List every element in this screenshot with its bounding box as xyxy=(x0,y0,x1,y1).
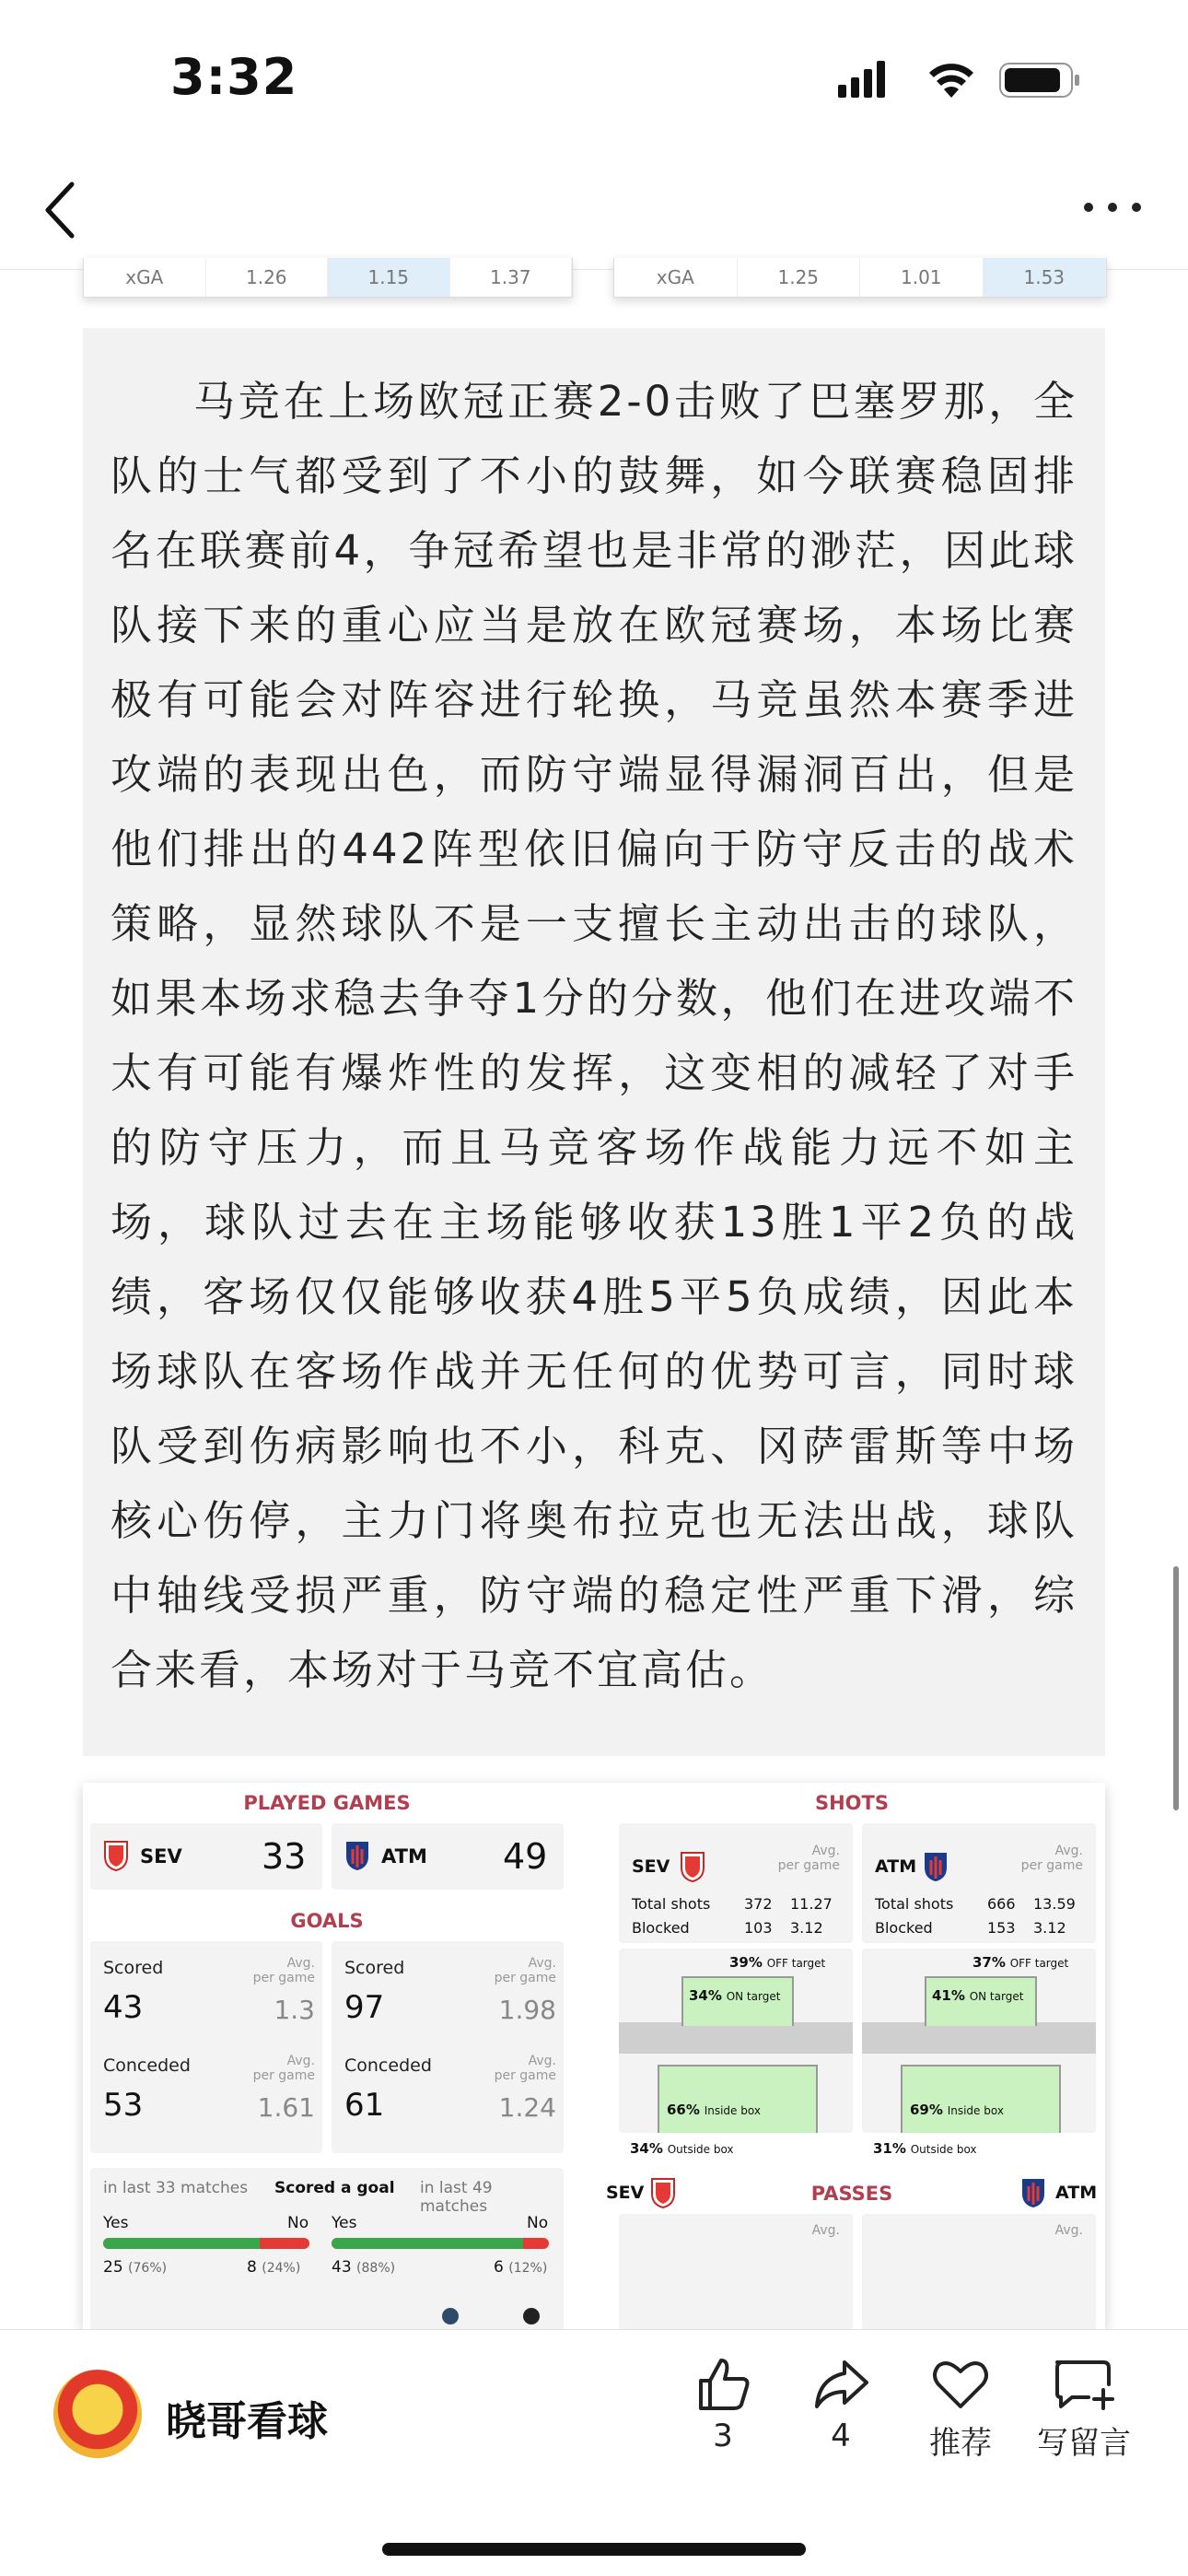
avg-label: Avg. xyxy=(1054,2223,1083,2238)
xga-table-right xyxy=(613,258,1107,298)
scored-goal-card xyxy=(90,2168,564,2331)
atm-shot-pitch xyxy=(862,1949,1096,2133)
sevilla-crest-icon xyxy=(650,2177,676,2208)
sev-abbr: SEV xyxy=(606,2183,645,2203)
atm-played-card xyxy=(332,1823,564,1890)
sev-yes-fill xyxy=(103,2238,260,2249)
xga-label: xGA xyxy=(614,258,738,297)
atm-outside-box: 31% Outside box xyxy=(873,2140,977,2157)
inside-box-area xyxy=(901,2065,1061,2133)
atm-yes-label: Yes xyxy=(332,2214,357,2232)
comment-label: 写留言 xyxy=(1037,2425,1131,2462)
sev-played-card xyxy=(90,1823,322,1890)
atm-on-target: 41% ON target xyxy=(932,1987,1024,2004)
home-indicator[interactable] xyxy=(382,2543,806,2556)
goals-title: GOALS xyxy=(290,1910,364,1932)
conceded-label: Conceded xyxy=(103,2055,191,2076)
share-arrow-icon xyxy=(811,2357,870,2412)
more-options-icon[interactable] xyxy=(1077,193,1151,221)
avg-label: Avg. per game xyxy=(777,1844,840,1873)
sev-no-label: No xyxy=(287,2214,309,2232)
sev-scored-bar xyxy=(103,2238,309,2249)
atm-goals-card xyxy=(332,1941,564,2153)
atm-no-value: 6 (12%) xyxy=(494,2258,548,2277)
sev-scored-avg: 1.3 xyxy=(274,1995,315,2025)
status-time: 3:32 xyxy=(170,48,298,106)
status-icons xyxy=(838,57,1087,103)
atm-blocked: 153 xyxy=(987,1919,1016,1937)
atletico-crest-icon xyxy=(344,1840,370,1871)
sev-off-target: 39% OFF target xyxy=(729,1954,826,1971)
total-shots-label: Total shots xyxy=(875,1895,954,1913)
atm-conceded-avg: 1.24 xyxy=(498,2092,556,2123)
legend-dot-icon xyxy=(523,2308,540,2324)
atm-conceded: 61 xyxy=(344,2087,385,2124)
atletico-crest-icon xyxy=(923,1851,949,1882)
conceded-label: Conceded xyxy=(344,2055,432,2076)
share-button[interactable] xyxy=(790,2357,891,2454)
heart-icon xyxy=(931,2357,990,2412)
author-name[interactable]: 晓哥看球 xyxy=(166,2398,328,2445)
goal-line-band xyxy=(862,2022,1096,2054)
passes-title: PASSES xyxy=(810,2183,893,2205)
like-button[interactable] xyxy=(672,2357,774,2454)
sevilla-crest-icon xyxy=(680,1851,705,1882)
sev-total-shots-avg: 11.27 xyxy=(790,1895,833,1913)
xga-cell: 1.53 xyxy=(984,258,1107,297)
total-shots-label: Total shots xyxy=(632,1895,711,1913)
atm-abbr: ATM xyxy=(875,1856,917,1877)
sev-conceded: 53 xyxy=(103,2087,144,2124)
played-games-title: PLAYED GAMES xyxy=(243,1792,411,1814)
share-count: 4 xyxy=(831,2418,851,2454)
wifi-icon xyxy=(929,64,973,98)
stats-image[interactable] xyxy=(83,1783,1105,2331)
atm-total-shots-avg: 13.59 xyxy=(1033,1895,1076,1913)
sevilla-crest-icon xyxy=(103,1840,129,1871)
xga-table-left xyxy=(83,258,573,298)
atm-matches-caption: in last 49 matches xyxy=(420,2179,493,2216)
recommend-button[interactable] xyxy=(910,2357,1011,2463)
scrollbar[interactable] xyxy=(1173,1566,1179,1810)
atletico-crest-icon xyxy=(1020,2177,1046,2208)
atm-no-label: No xyxy=(527,2214,549,2232)
xga-cell: 1.15 xyxy=(328,258,450,297)
avg-label: Avg. per game xyxy=(494,1956,556,1985)
sev-abbr: SEV xyxy=(632,1856,670,1877)
passes-section xyxy=(599,2172,1105,2331)
xga-cell: 1.26 xyxy=(206,258,329,297)
sev-matches-caption: in last 33 matches xyxy=(103,2179,249,2197)
thumbs-up-icon xyxy=(693,2357,752,2412)
atm-abbr: ATM xyxy=(1055,2183,1098,2203)
blocked-label: Blocked xyxy=(632,1919,690,1937)
atm-yes-value: 43 (88%) xyxy=(332,2258,396,2277)
avg-label: Avg. xyxy=(811,2223,840,2238)
recommend-label: 推荐 xyxy=(929,2425,992,2462)
goal-line-band xyxy=(619,2022,853,2054)
atm-scored-bar xyxy=(332,2238,549,2249)
atm-scored: 97 xyxy=(344,1989,385,2026)
xga-cell: 1.01 xyxy=(860,258,984,297)
xga-label: xGA xyxy=(84,258,206,297)
xga-cell: 1.25 xyxy=(738,258,861,297)
author-avatar[interactable] xyxy=(53,2370,142,2458)
sev-passes-card xyxy=(619,2214,853,2331)
sev-no-value: 8 (24%) xyxy=(247,2258,301,2277)
sev-goals-card xyxy=(90,1941,322,2153)
sev-abbr: SEV xyxy=(140,1845,182,1868)
sev-scored: 43 xyxy=(103,1989,144,2026)
sev-shot-pitch xyxy=(619,1949,853,2133)
sev-total-shots: 372 xyxy=(744,1895,773,1913)
atm-shots-card xyxy=(862,1823,1096,1943)
sev-blocked: 103 xyxy=(744,1919,773,1937)
atm-inside-box: 69% Inside box xyxy=(910,2102,1004,2118)
scored-label: Scored xyxy=(103,1958,164,1978)
article-paragraph: 马竞在上场欧冠正赛2-0击败了巴塞罗那，全队的士气都受到了不小的鼓舞，如今联赛稳固排名在联赛前4，争冠希望也是非常的渺茫，因此球队接下来的重心应当是放在欧冠赛场，本场比赛极有可能会对阵容进行轮换，马竞虽然本赛季进攻端的表现出色，而防守端显得漏洞百出，但是他们排出的442阵型依旧偏向于防守反击的战术策略，显然球队不是一支擅长主动出击的球队，如果本场求稳去争夺1分的分数，他们在进攻端不太有可能有爆炸性的发挥，这变相的减轻了对手的防守压力，而且马竞客场作战能力远不如主场，球队过去在主场能够收获13胜1平2负的战绩，客场仅仅能够收获4胜5平5负成绩，因此本场球队在客场作战并无任何的优势可言，同时球队受到伤病影响也不小，科克、冈萨雷斯等中场核心伤停，主力门将奥布拉克也无法出战，球队中轴线受损严重，防守端的稳定性严重下滑，综合来看，本场对于马竞不宜高估。 xyxy=(111,377,1077,1694)
atm-yes-fill xyxy=(332,2238,523,2249)
atm-off-target: 37% OFF target xyxy=(973,1954,1069,1971)
back-chevron-icon[interactable] xyxy=(35,173,90,247)
comment-button[interactable] xyxy=(1029,2357,1139,2463)
atm-played-count: 49 xyxy=(503,1836,548,1877)
sev-played-count: 33 xyxy=(262,1836,307,1877)
shots-title: SHOTS xyxy=(814,1792,889,1814)
atm-scored-avg: 1.98 xyxy=(498,1995,556,2025)
sev-on-target: 34% ON target xyxy=(689,1987,781,2004)
avg-label: Avg. per game xyxy=(494,2054,556,2083)
blocked-label: Blocked xyxy=(875,1919,933,1937)
avg-label: Avg. per game xyxy=(252,1956,315,1985)
sev-shots-card xyxy=(619,1823,853,1943)
sev-outside-box: 34% Outside box xyxy=(630,2140,734,2157)
sev-yes-label: Yes xyxy=(103,2214,129,2232)
like-count: 3 xyxy=(713,2418,733,2454)
sev-inside-box: 66% Inside box xyxy=(667,2102,761,2118)
legend-dot-icon xyxy=(442,2308,459,2324)
xga-cell: 1.37 xyxy=(450,258,573,297)
scored-goal-title: Scored a goal xyxy=(274,2179,395,2197)
avg-label: Avg. per game xyxy=(1020,1844,1083,1873)
cellular-signal-icon xyxy=(838,61,885,98)
avg-label: Avg. per game xyxy=(252,2054,315,2083)
battery-icon xyxy=(1000,64,1079,97)
scored-label: Scored xyxy=(344,1958,405,1978)
inside-box-area xyxy=(658,2065,818,2133)
comment-add-icon xyxy=(1052,2357,1116,2412)
atm-total-shots: 666 xyxy=(987,1895,1016,1913)
sev-blocked-avg: 3.12 xyxy=(790,1919,823,1937)
atm-abbr: ATM xyxy=(381,1845,427,1868)
atm-blocked-avg: 3.12 xyxy=(1033,1919,1066,1937)
sev-yes-value: 25 (76%) xyxy=(103,2258,168,2277)
sev-conceded-avg: 1.61 xyxy=(257,2092,315,2123)
atm-passes-card xyxy=(862,2214,1096,2331)
